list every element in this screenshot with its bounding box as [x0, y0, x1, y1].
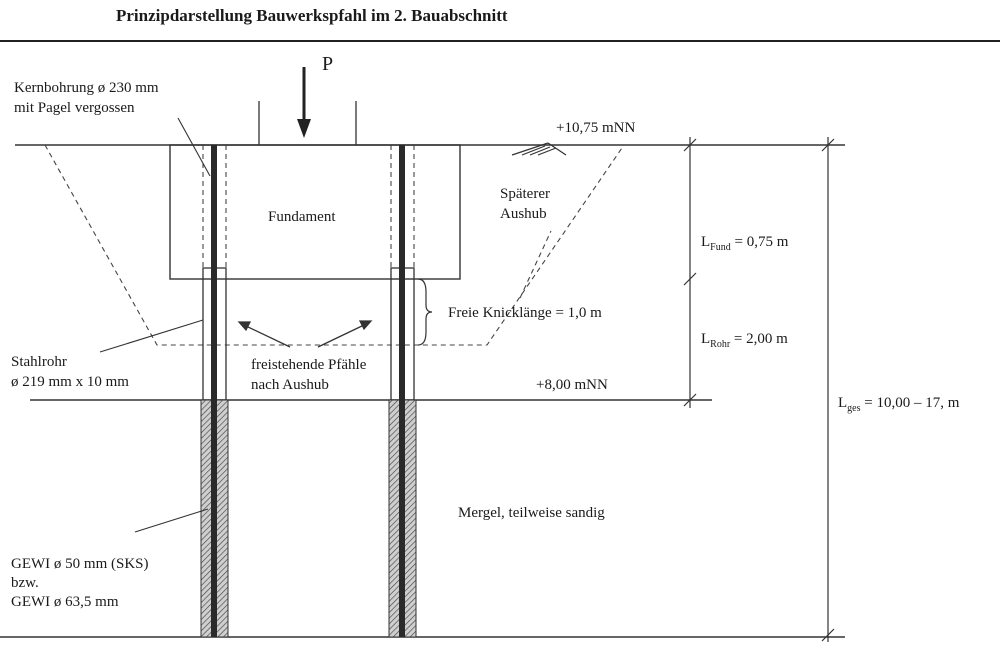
- buckling-length-brace: [418, 279, 432, 345]
- kernbohrung-label-1: Kernbohrung ø 230 mm: [14, 80, 159, 96]
- level-top-label: +10,75 mNN: [556, 120, 636, 136]
- gewi-leader: [135, 509, 208, 532]
- steel-tube-label-1: Stahlrohr: [11, 354, 67, 370]
- aushub-leader: [520, 231, 551, 298]
- l-ges-label: $L_{ges} = 10,00 - 17$, m: [838, 395, 960, 414]
- kernbohrung-label-2: mit Pagel vergossen: [14, 100, 135, 116]
- stahlrohr-leader: [100, 320, 203, 352]
- load-arrow: [297, 67, 311, 138]
- level-bottom-label: +8,00 mNN: [536, 377, 608, 393]
- freestanding-label-1: freistehende Pfähle: [251, 357, 367, 373]
- pile-left: [201, 145, 228, 637]
- pile-right: [389, 145, 416, 637]
- gewi-label-2: bzw.: [11, 575, 39, 591]
- diagram-title: Prinzipdarstellung Bauwerkspfahl im 2. Bauabschnitt: [116, 6, 508, 25]
- gewi-bar-right: [399, 145, 405, 637]
- l-rohr-label: $L_{Rohr} = 2,00$ m: [701, 331, 788, 350]
- gewi-label-3: GEWI ø 63,5 mm: [11, 594, 119, 610]
- freestanding-arrows: [239, 321, 371, 347]
- buckling-length-label: Freie Knicklänge = 1,0 m: [448, 305, 602, 321]
- dimension-lines: [684, 137, 834, 642]
- aushub-label-2: Aushub: [500, 206, 547, 222]
- foundation-label: Fundament: [268, 209, 336, 225]
- freestanding-label-2: nach Aushub: [251, 377, 329, 393]
- gewi-label-1: GEWI ø 50 mm (SKS): [11, 556, 149, 572]
- load-label: P: [322, 53, 334, 75]
- steel-tube-label-2: ø 219 mm x 10 mm: [11, 374, 129, 390]
- aushub-label-1: Späterer: [500, 186, 550, 202]
- l-fund-label: $L_{Fund} = 0,75$ m: [701, 234, 789, 253]
- soil-label: Mergel, teilweise sandig: [458, 505, 605, 521]
- kernbohrung-leader: [178, 118, 210, 176]
- gewi-bar-left: [211, 145, 217, 637]
